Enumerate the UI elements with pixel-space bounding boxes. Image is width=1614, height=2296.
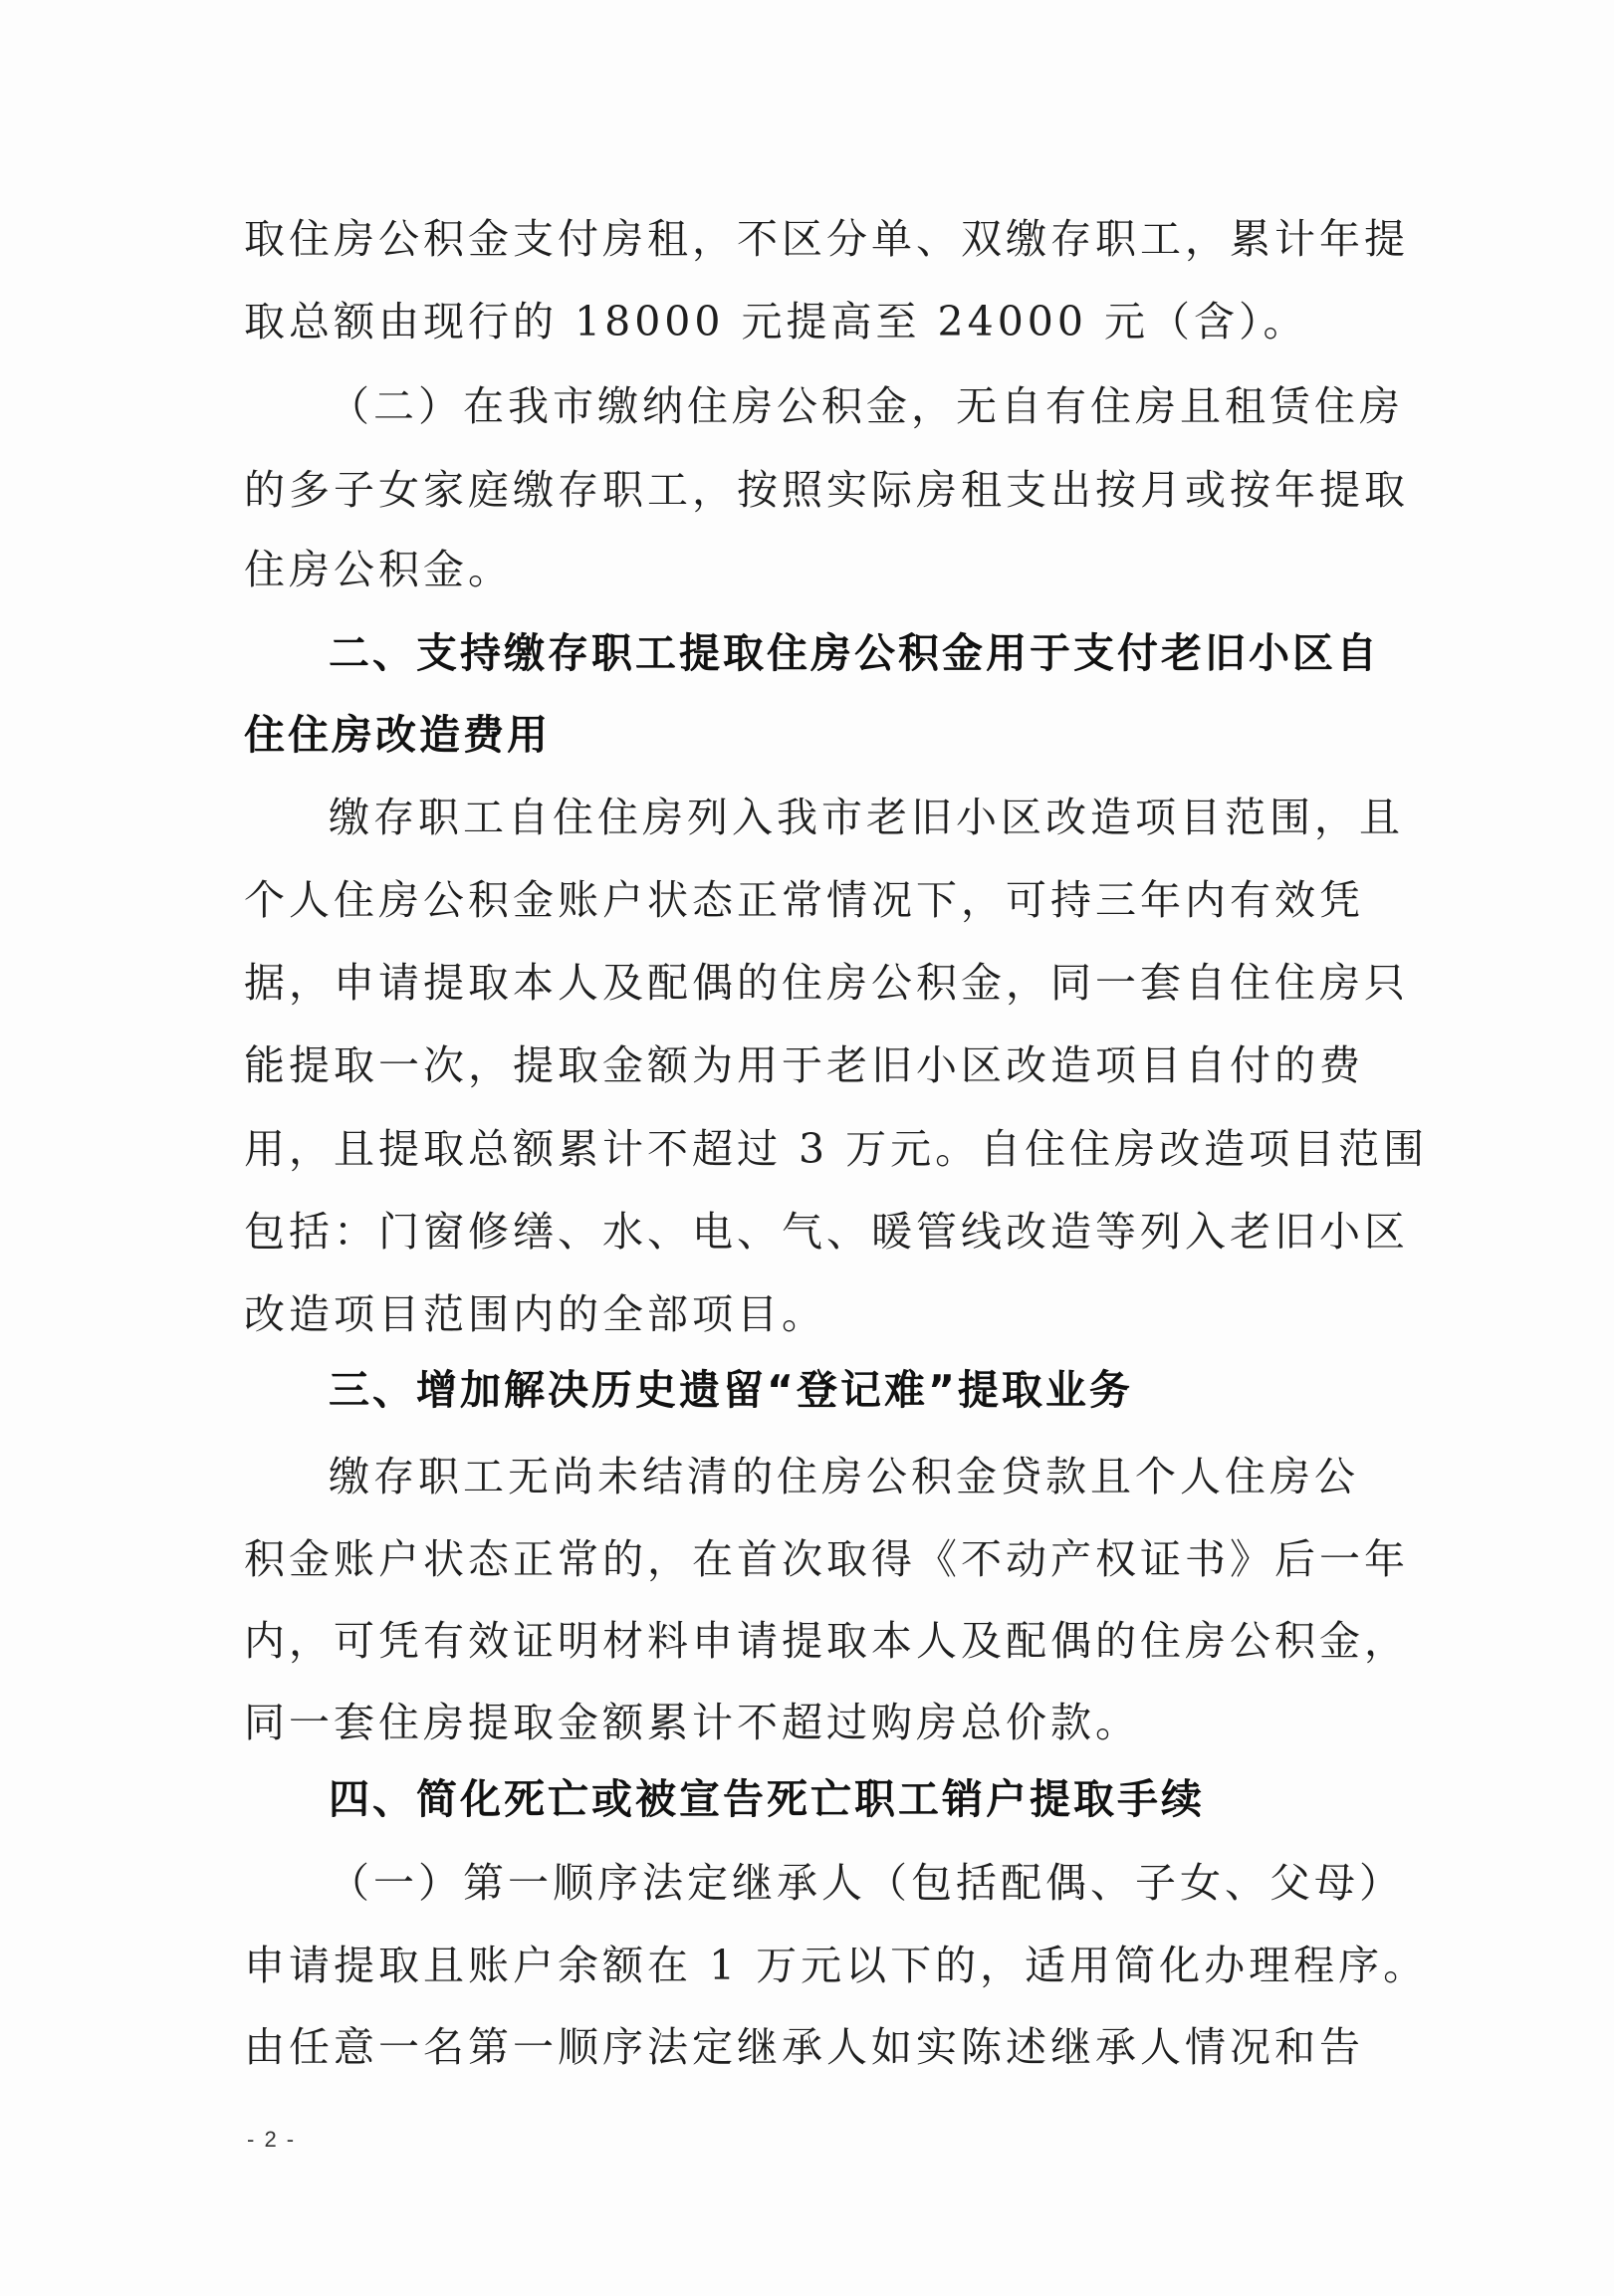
body-text-line: 申请提取且账户余额在 1 万元以下的，适用简化办理程序。 (244, 1942, 1429, 1989)
body-text-line: 个人住房公积金账户状态正常情况下，可持三年内有效凭 (244, 876, 1364, 924)
section-heading-2: 二、支持缴存职工提取住房公积金用于支付老旧小区自 (329, 629, 1380, 677)
body-text-line: 据，申请提取本人及配偶的住房公积金，同一套自住住房只 (244, 959, 1409, 1007)
body-text-line: 积金账户状态正常的，在首次取得《不动产权证书》后一年 (244, 1535, 1409, 1583)
section-heading-3: 三、增加解决历史遗留“登记难”提取业务 (329, 1366, 1133, 1414)
paragraph-start-line: （二）在我市缴纳住房公积金，无自有住房且租赁住房 (329, 382, 1404, 430)
body-text-line: 的多子女家庭缴存职工，按照实际房租支出按月或按年提取 (244, 466, 1409, 514)
section-heading-4: 四、简化死亡或被宣告死亡职工销户提取手续 (329, 1775, 1205, 1823)
body-text-line: 取总额由现行的 18000 元提高至 24000 元（含）。 (244, 298, 1308, 345)
body-text-line: 包括：门窗修缮、水、电、气、暖管线改造等列入老旧小区 (244, 1208, 1409, 1256)
body-text-line: 能提取一次，提取金额为用于老旧小区改造项目自付的费 (244, 1041, 1364, 1089)
page-number: - 2 - (247, 2127, 297, 2152)
paragraph-start-line: （一）第一顺序法定继承人（包括配偶、子女、父母） (329, 1859, 1404, 1907)
body-text-line: 改造项目范围内的全部项目。 (244, 1290, 826, 1338)
body-text-line: 取住房公积金支付房租，不区分单、双缴存职工，累计年提 (244, 215, 1409, 263)
body-text-line: 住房公积金。 (244, 546, 513, 593)
body-text-line: 用，且提取总额累计不超过 3 万元。自住住房改造项目范围 (244, 1125, 1429, 1173)
body-text-line: 由任意一名第一顺序法定继承人如实陈述继承人情况和告 (244, 2023, 1364, 2071)
body-text-line: 同一套住房提取金额累计不超过购房总价款。 (244, 1699, 1140, 1746)
paragraph-start-line: 缴存职工自住住房列入我市老旧小区改造项目范围，且 (329, 794, 1404, 841)
paragraph-start-line: 缴存职工无尚未结清的住房公积金贷款且个人住房公 (329, 1453, 1359, 1500)
section-heading-2-continued: 住住房改造费用 (244, 711, 551, 759)
body-text-line: 内，可凭有效证明材料申请提取本人及配偶的住房公积金， (244, 1617, 1409, 1665)
